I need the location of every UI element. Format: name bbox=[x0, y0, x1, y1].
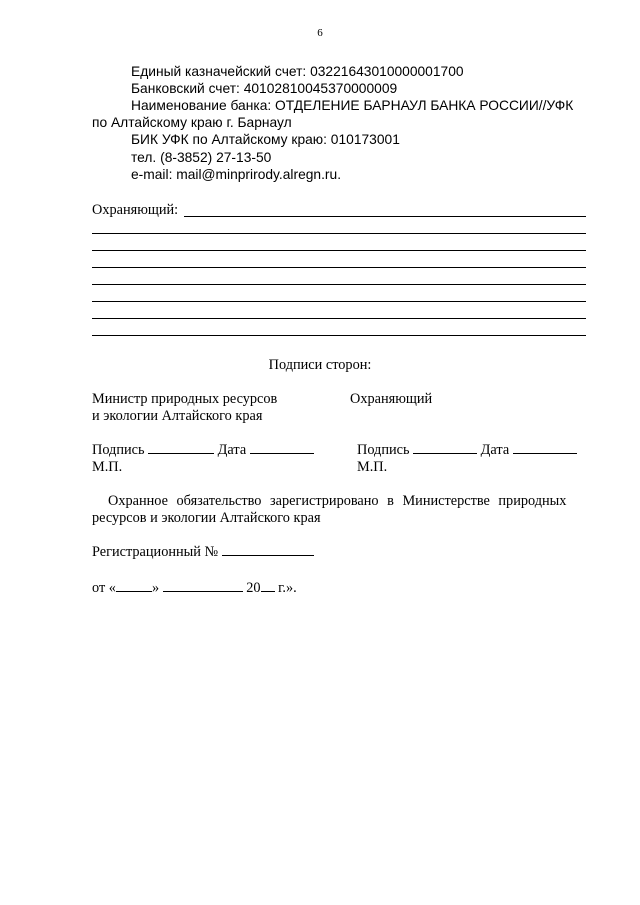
left-stamp: М.П. bbox=[92, 459, 123, 475]
right-party: Охраняющий bbox=[350, 391, 433, 407]
left-sign-label: Подпись bbox=[92, 442, 145, 458]
registration-statement-line1: Охранное обязательство зарегистрировано в Министерстве природных bbox=[108, 493, 567, 509]
left-sign-blank bbox=[148, 441, 214, 454]
registration-number-row bbox=[92, 543, 314, 561]
day-blank bbox=[116, 579, 152, 592]
blank-line bbox=[92, 284, 586, 285]
registration-number-blank bbox=[222, 543, 314, 556]
blank-line bbox=[92, 233, 586, 234]
registration-statement-line2: ресурсов и экологии Алтайского края bbox=[92, 510, 321, 526]
right-date-label: Дата bbox=[480, 442, 510, 458]
date-from-label: от « bbox=[92, 580, 116, 596]
left-signature-row bbox=[92, 441, 314, 459]
blank-line bbox=[92, 318, 586, 319]
bik-code: БИК УФК по Алтайскому краю: 010173001 bbox=[131, 132, 400, 147]
right-stamp: М.П. bbox=[357, 459, 388, 475]
right-sign-blank bbox=[413, 441, 477, 454]
treasury-account: Единый казначейский счет: 03221643010000001700 bbox=[131, 64, 464, 79]
right-sign-label: Подпись bbox=[357, 442, 410, 458]
year-blank bbox=[261, 579, 275, 592]
year-prefix: 20 bbox=[246, 580, 261, 596]
email-address: e-mail: mail@minprirody.alregn.ru. bbox=[131, 167, 342, 182]
left-date-blank bbox=[250, 441, 314, 454]
phone-number: тел. (8-3852) 27-13-50 bbox=[131, 150, 272, 165]
bank-name-line1: Наименование банка: ОТДЕЛЕНИЕ БАРНАУЛ БАНКА РОССИИ//УФК bbox=[131, 98, 574, 113]
left-party-line1: Министр природных ресурсов bbox=[92, 391, 278, 407]
bank-account: Банковский счет: 40102810045370000009 bbox=[131, 81, 398, 96]
month-blank bbox=[163, 579, 243, 592]
page-number: 6 bbox=[317, 27, 323, 39]
left-party-line2: и экологии Алтайского края bbox=[92, 408, 263, 424]
year-suffix: г.». bbox=[278, 580, 297, 596]
blank-line bbox=[92, 301, 586, 302]
bank-name-line2: по Алтайскому краю г. Барнаул bbox=[92, 115, 292, 130]
guardian-label: Охраняющий: bbox=[92, 202, 179, 218]
date-close-quote: » bbox=[151, 580, 160, 596]
right-signature-row bbox=[357, 441, 577, 459]
left-date-label: Дата bbox=[217, 442, 247, 458]
right-date-blank bbox=[513, 441, 577, 454]
registration-date-row bbox=[92, 579, 297, 597]
blank-line bbox=[92, 267, 586, 268]
signatures-heading: Подписи сторон: bbox=[268, 357, 372, 373]
registration-number-label: Регистрационный № bbox=[92, 544, 219, 560]
guardian-fill-line bbox=[184, 216, 586, 217]
blank-line bbox=[92, 250, 586, 251]
blank-line bbox=[92, 335, 586, 336]
